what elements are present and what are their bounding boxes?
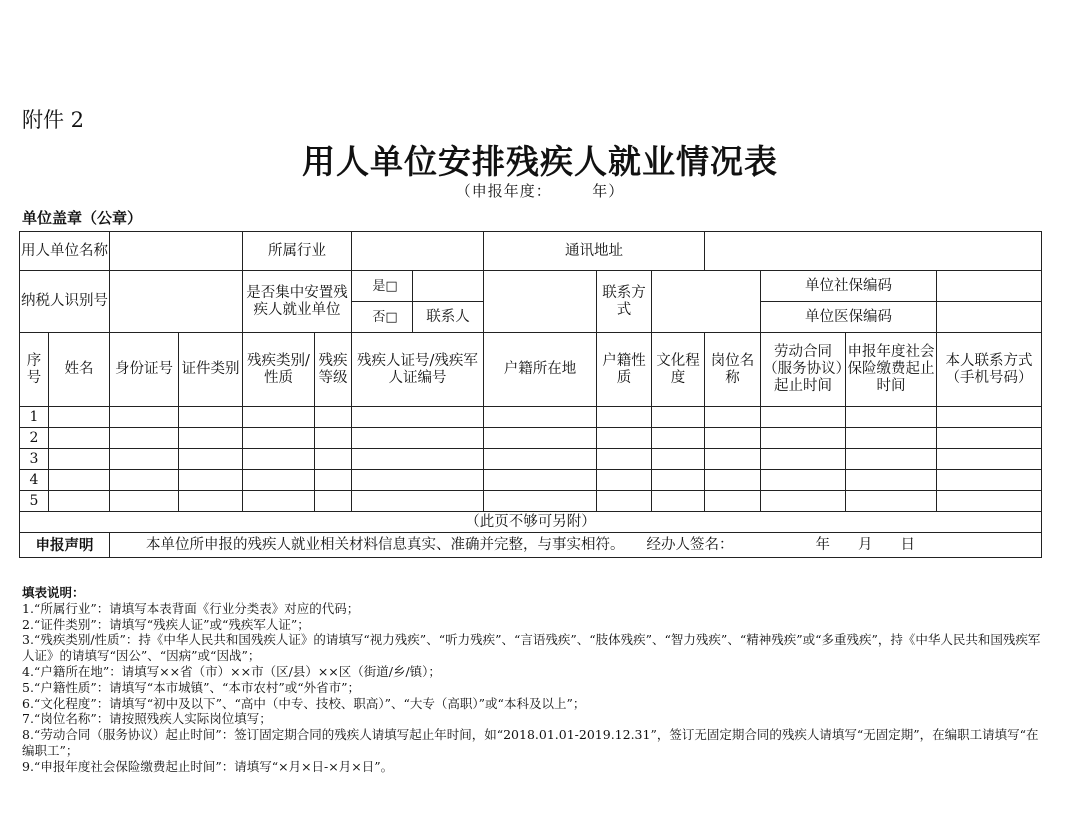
instruction-item: 9.“申报年度社会保险缴费起止时间”：请填写“×月×日-×月×日”。 (22, 758, 394, 774)
col-header: 户籍所在地 (484, 333, 597, 407)
col-header: 劳动合同（服务协议）起止时间 (761, 333, 846, 407)
table-row (20, 470, 1042, 491)
address-field[interactable] (705, 232, 1042, 271)
col-header: 姓名 (49, 333, 110, 407)
address-label: 通讯地址 (484, 232, 705, 271)
industry-field[interactable] (352, 232, 484, 271)
instruction-item: 8.“劳动合同（服务协议）起止时间”：签订固定期合同的残疾人请填写起止年时间，如“2018.01.01-2019.12.31”，签订无固定期合同的残疾人请填写“无固定期”，在编职工请填写“在编职工”； (22, 727, 1039, 758)
instruction-item: 1.“所属行业”：请填写本表背面《行业分类表》对应的代码； (22, 600, 360, 616)
signer-label[interactable]: 经办人签名： (646, 536, 734, 553)
row-number: 4 (20, 470, 49, 491)
stamp-label: 单位盖章（公章） (22, 209, 143, 227)
contact-person-field[interactable] (484, 271, 597, 333)
contact-method-label: 联系方式 (597, 271, 652, 333)
attachment-label: 附件 2 (22, 108, 85, 132)
day-label: 日 (900, 536, 915, 553)
employment-form-table (19, 231, 1042, 558)
instructions-heading: 填表说明： (22, 585, 85, 600)
instruction-item: 5.“户籍性质”：请填写“本市城镇”、“本市农村”或“外省市”； (22, 679, 361, 695)
col-header: 残疾类别/性质 (243, 333, 315, 407)
instruction-item: 2.“证件类别”：请填写“残疾人证”或“残疾军人证”； (22, 616, 310, 632)
medical-insurance-field[interactable] (937, 302, 1042, 333)
column-header-row (20, 333, 1042, 407)
social-insurance-field[interactable] (937, 271, 1042, 302)
declaration-label: 申报声明 (20, 533, 110, 558)
concentrated-label: 是否集中安置残疾人就业单位 (243, 271, 352, 333)
col-header: 身份证号 (110, 333, 179, 407)
taxpayer-id-label: 纳税人识别号 (20, 271, 110, 333)
medical-insurance-label: 单位医保编码 (761, 302, 937, 333)
instruction-item: 3.“残疾类别/性质”：持《中华人民共和国残疾人证》的请填写“视力残疾”、“听力残疾”、“言语残疾”、“肢体残疾”、“智力残疾”、“精神残疾”或“多重残疾”，持《中华人民共和国残疾军人证》的请填写“因公”、“因病”或“因战”； (22, 632, 1041, 664)
row-number: 2 (20, 428, 49, 449)
contact-person-label: 联系人 (426, 308, 470, 325)
instructions-section (22, 585, 1047, 775)
industry-label: 所属行业 (243, 232, 352, 271)
social-insurance-label: 单位社保编码 (761, 271, 937, 302)
page-title: 用人单位安排残疾人就业情况表 (302, 142, 778, 181)
no-option[interactable] (352, 302, 484, 333)
row-number: 1 (20, 407, 49, 428)
taxpayer-id-field[interactable] (110, 271, 243, 333)
col-header: 本人联系方式（手机号码） (937, 333, 1042, 407)
overflow-note: （此页不够可另附） (20, 512, 1042, 533)
row-number: 3 (20, 449, 49, 470)
yes-checkbox[interactable]: 是□ (358, 271, 413, 301)
no-checkbox[interactable]: 否□ (358, 302, 413, 332)
col-header: 证件类别 (179, 333, 243, 407)
col-header: 残疾人证号/残疾军人证编号 (352, 333, 484, 407)
report-year-line: （申报年度： 年） (455, 182, 625, 200)
month-label: 月 (858, 536, 873, 553)
table-row (20, 428, 1042, 449)
contact-method-field[interactable] (652, 271, 761, 333)
employer-name-field[interactable] (110, 232, 243, 271)
col-header: 文化程度 (652, 333, 705, 407)
instruction-item: 7.“岗位名称”：请按照残疾人实际岗位填写； (22, 711, 272, 727)
col-header: 序号 (20, 333, 49, 407)
table-row (20, 449, 1042, 470)
employer-name-label: 用人单位名称 (20, 232, 110, 271)
col-header: 岗位名称 (705, 333, 761, 407)
year-label: 年 (815, 536, 830, 553)
instruction-item: 4.“户籍所在地”：请填写××省（市）××市（区/县）××区（街道/乡/镇）； (22, 663, 441, 679)
col-header: 残疾等级 (315, 333, 352, 407)
table-row (20, 407, 1042, 428)
declaration-statement (110, 533, 1042, 558)
declaration-text: 本单位所申报的残疾人就业相关材料信息真实、准确并完整，与事实相符。 (146, 536, 625, 553)
col-header: 户籍性质 (597, 333, 652, 407)
col-header: 申报年度社会保险缴费起止时间 (846, 333, 937, 407)
table-row (20, 491, 1042, 512)
instruction-item: 6.“文化程度”：请填写“初中及以下”、“高中（中专、技校、职高）”、“大专（高职）”或“本科及以上”； (22, 695, 586, 711)
row-number: 5 (20, 491, 49, 512)
yes-option[interactable] (352, 271, 484, 302)
